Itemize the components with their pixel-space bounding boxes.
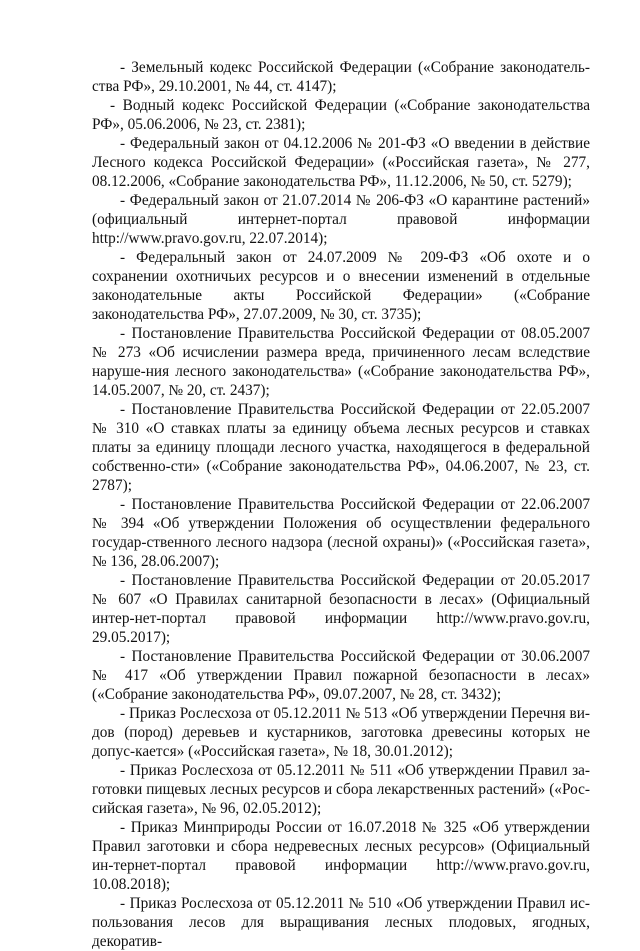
list-item-federal-law-206: - Федеральный закон от 21.07.2014 № 206-ФЗ «О карантине растений» (официальный интернет-портал правовой информации http://www.pravo.gov.ru, 22.07.2014); [92, 192, 590, 247]
list-item-decree-273: - Постановление Правительства Российской Федерации от 08.05.2007 № 273 «Об исчислении размера вреда, причиненного лесам вследствие наруше-ния лесного законодательства» («Собрание законодательства РФ», 14.05.2007, № 20, ст. 2437); [92, 325, 590, 399]
list-item-decree-394: - Постановление Правительства Российской Федерации от 22.06.2007 № 394 «Об утверждении Положения об осуществлении федерального государ-ственного лесного надзора (лесной охраны)» («Российская газета», № 136, 28.06.2007); [92, 496, 590, 570]
list-item-order-510: - Приказ Рослесхоза от 05.12.2011 № 510 «Об утверждении Правил ис-пользования лесов для выращивания лесных плодовых, ягодных, декоратив- [92, 895, 590, 950]
list-item-water-code: - Водный кодекс Российской Федерации («Собрание законодательства РФ», 05.06.2006, № 23, ст. 2381); [92, 97, 590, 133]
list-item-decree-310: - Постановление Правительства Российской Федерации от 22.05.2007 № 310 «О ставках платы за единицу объема лесных ресурсов и ставках платы за единицу площади лесного участка, находящегося в федеральной собственно-сти» («Собрание законодательства РФ», 04.06.2007, № 23, ст. 2787); [92, 401, 590, 494]
list-item-decree-607: - Постановление Правительства Российской Федерации от 20.05.2017 № 607 «О Правилах санитарной безопасности в лесах» (Официальный интер-нет-портал правовой информации http://www.pravo.gov.ru, 29.05.2017); [92, 572, 590, 646]
list-item-order-325: - Приказ Минприроды России от 16.07.2018 № 325 «Об утверждении Правил заготовки и сбора недревесных лесных ресурсов» (Официальный ин-тернет-портал правовой информации http://www.pravo.gov.ru, 10.08.2018); [92, 819, 590, 893]
list-item-order-511: - Приказ Рослесхоза от 05.12.2011 № 511 «Об утверждении Правил за-готовки пищевых лесных ресурсов и сбора лекарственных растений» («Рос-сийская газета», № 96, 02.05.2012); [92, 762, 590, 817]
list-item-land-code: - Земельный кодекс Российской Федерации («Собрание законодатель-ства РФ», 29.10.2001, № 44, ст. 4147); [92, 59, 590, 95]
list-item-decree-417: - Постановление Правительства Российской Федерации от 30.06.2007 № 417 «Об утверждении Правил пожарной безопасности в лесах» («Собрание законодательства РФ», 09.07.2007, № 28, ст. 3432); [92, 648, 590, 703]
list-item-order-513: - Приказ Рослесхоза от 05.12.2011 № 513 «Об утверждении Перечня ви-дов (пород) деревьев и кустарников, заготовка древесины которых не допус-кается» («Российская газета», № 18, 30.01.2012); [92, 705, 590, 760]
list-item-federal-law-201: - Федеральный закон от 04.12.2006 № 201-ФЗ «О введении в действие Лесного кодекса Российской Федерации» («Российская газета», № 277, 08.12.2006, «Собрание законодательства РФ», 11.12.2006, № 50, ст. 5279); [92, 135, 590, 190]
list-item-federal-law-209: - Федеральный закон от 24.07.2009 № 209-ФЗ «Об охоте и о сохранении охотничьих ресурсов и о внесении изменений в отдельные законодательные акты Российской Федерации» («Собрание законодательства РФ», 27.07.2009, № 30, ст. 3735); [92, 249, 590, 323]
document-page [92, 58, 590, 951]
